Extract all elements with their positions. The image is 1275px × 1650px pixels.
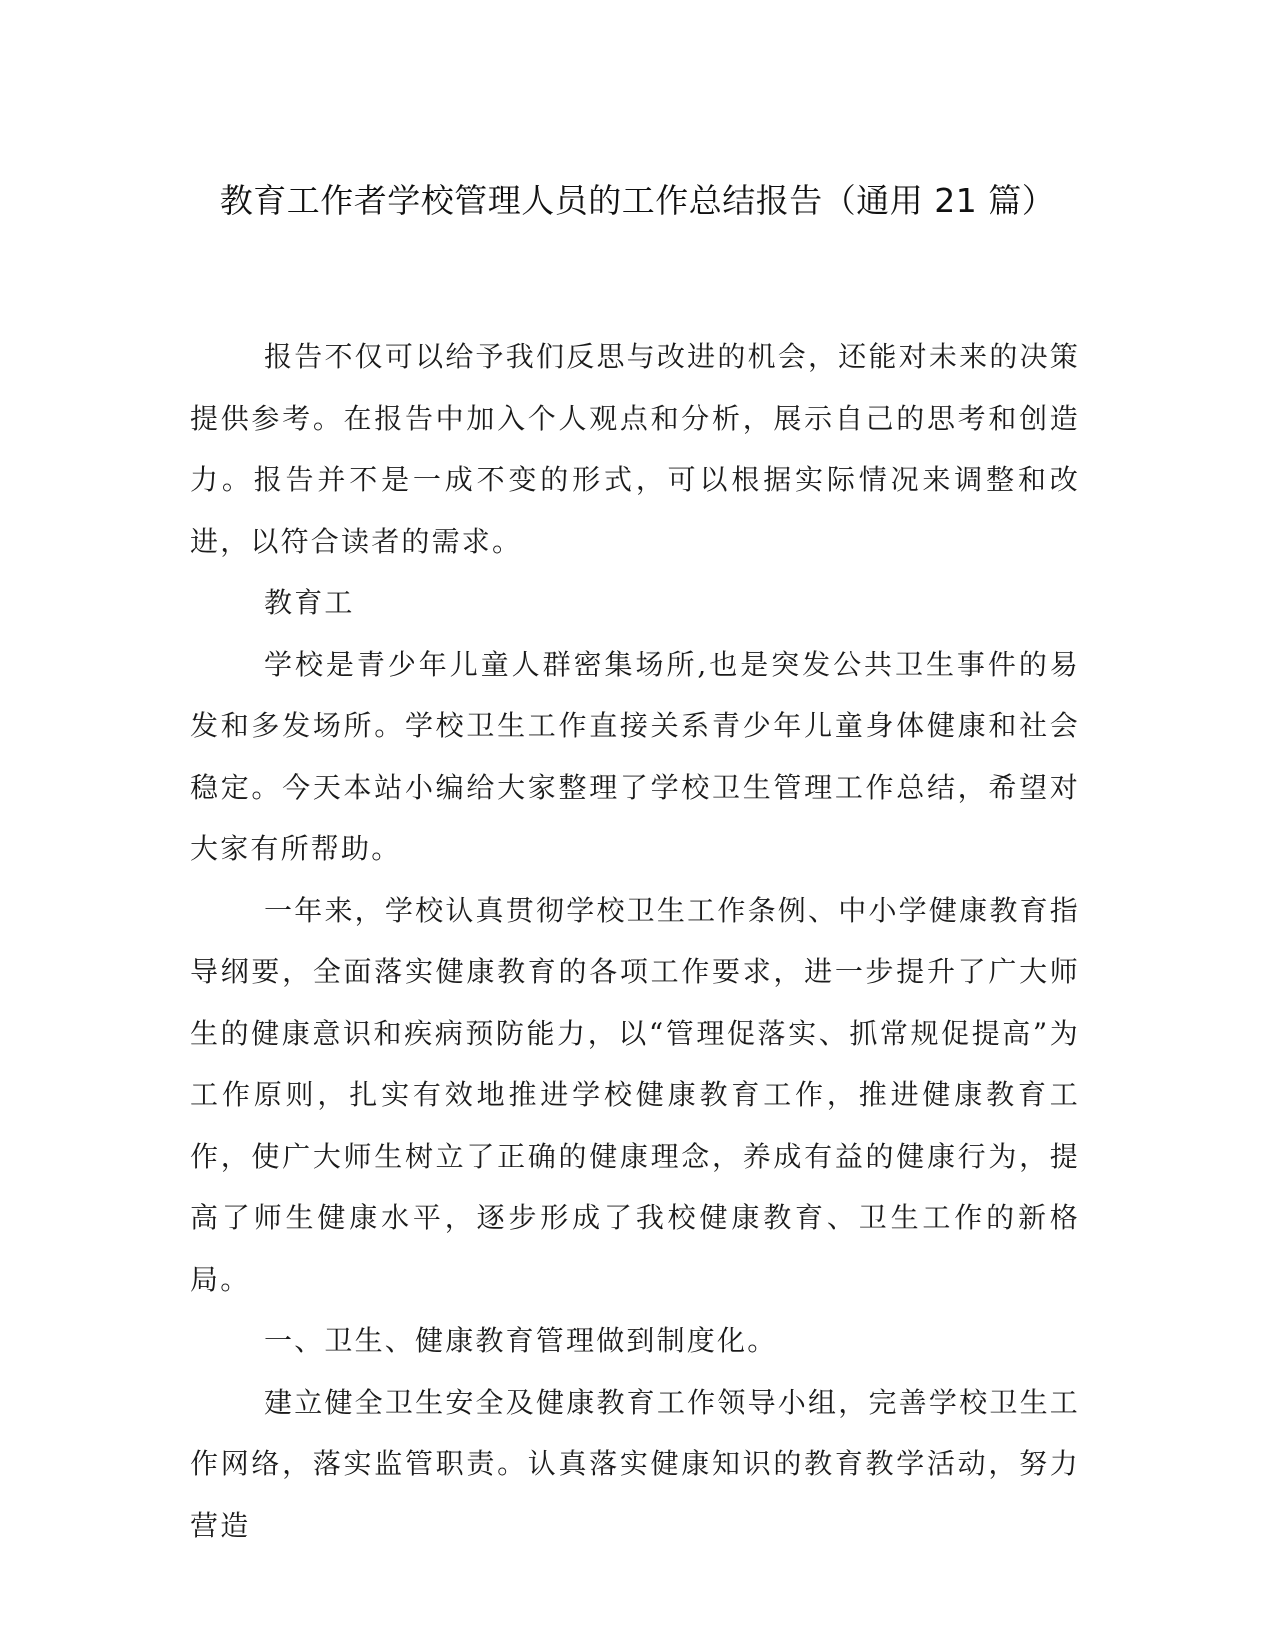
- document-title: 教育工作者学校管理人员的工作总结报告（通用 21 篇）: [219, 181, 1056, 220]
- document-body: [190, 326, 1080, 1556]
- paragraph-intro: 报告不仅可以给予我们反思与改进的机会，还能对未来的决策提供参考。在报告中加入个人观点和分析，展示自己的思考和创造力。报告并不是一成不变的形式，可以根据实际情况来调整和改进，以符合读者的需求。: [190, 340, 1080, 558]
- paragraph-fragment: 教育工: [264, 586, 355, 619]
- paragraph-section-1: 建立健全卫生安全及健康教育工作领导小组，完善学校卫生工作网络，落实监管职责。认真落实健康知识的教育教学活动，努力营造: [190, 1385, 1080, 1542]
- section-heading-1: 一、卫生、健康教育管理做到制度化。: [264, 1324, 778, 1357]
- paragraph-school-health: 学校是青少年儿童人群密集场所,也是突发公共卫生事件的易发和多发场所。学校卫生工作直接关系青少年儿童身体健康和社会稳定。今天本站小编给大家整理了学校卫生管理工作总结，希望对大家有所帮助。: [190, 647, 1080, 865]
- paragraph-year-review: 一年来，学校认真贯彻学校卫生工作条例、中小学健康教育指导纲要，全面落实健康教育的各项工作要求，进一步提升了广大师生的健康意识和疾病预防能力，以“管理促落实、抓常规促提高”为工作原则，扎实有效地推进学校健康教育工作，推进健康教育工作，使广大师生树立了正确的健康理念，养成有益的健康行为，提高了师生健康水平，逐步形成了我校健康教育、卫生工作的新格局。: [190, 893, 1080, 1296]
